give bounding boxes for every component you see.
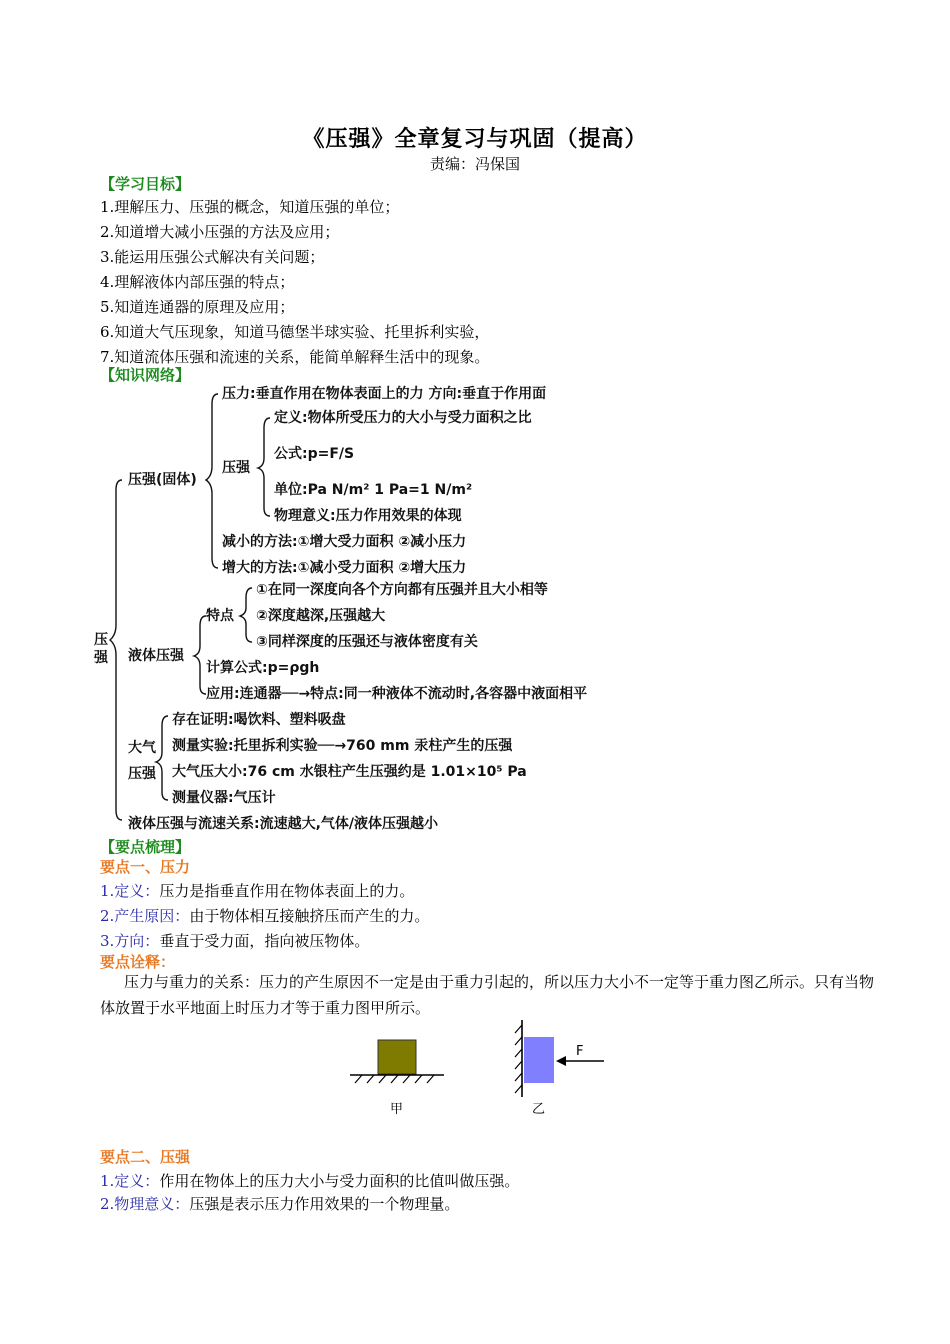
section-header-points: 【要点梳理】 <box>100 838 191 856</box>
section-header-network: 【知识网络】 <box>100 366 191 384</box>
point2-item-text: 作用在物体上的压力大小与受力面积的比值叫做压强。 <box>159 1172 520 1190</box>
brace-root <box>110 480 122 820</box>
page-title: 《压强》全章复习与巩固（提高） <box>302 126 648 152</box>
force-label: F <box>576 1044 584 1059</box>
goal-item: 7.知道流体压强和流速的关系，能简单解释生活中的现象。 <box>100 348 490 366</box>
node-liquid: 液体压强 <box>128 648 184 664</box>
wall-hatch <box>515 1025 522 1093</box>
point1-note-text: 压力与重力的关系：压力的产生原因不一定是由于重力引起的，所以压力大小不一定等于重力图乙所示。只有当物体放置于水平地面上时压力才等于重力图甲所示。 <box>100 973 875 1017</box>
point1-item <box>100 905 429 926</box>
block-on-wall <box>524 1037 554 1083</box>
node-feature-item: ①在同一深度向各个方向都有压强并且大小相等 <box>256 582 548 598</box>
point1-item <box>100 880 414 901</box>
brace-atmosphere <box>156 716 168 800</box>
figure-label-a: 甲 <box>390 1102 404 1117</box>
brace-liquid <box>194 616 206 694</box>
point1-item <box>100 930 369 951</box>
force-arrow-head <box>556 1056 566 1066</box>
point1-item-label: 2.产生原因： <box>100 907 190 925</box>
pressure-figure <box>340 1015 620 1125</box>
goal-item: 4.理解液体内部压强的特点； <box>100 273 295 291</box>
point1-item-label: 1.定义： <box>100 882 160 900</box>
node-atmosphere-label: 压强 <box>128 766 156 782</box>
node-atmosphere-label: 大气 <box>128 740 156 756</box>
point2-item <box>100 1170 519 1191</box>
node-solid: 压强(固体) <box>128 472 197 488</box>
point2-item-label: 1.定义： <box>100 1172 160 1190</box>
point1-note-title: 要点诠释： <box>100 953 176 971</box>
node-units: 单位:Pa N/m² 1 Pa=1 N/m² <box>274 482 473 498</box>
point1-item-text: 垂直于受力面，指向被压物体。 <box>159 932 370 950</box>
node-atmosphere-item: 大气压大小:76 cm 水银柱产生压强约是 1.01×10⁵ Pa <box>172 764 527 780</box>
node-force: 压力:垂直作用在物体表面上的力 方向:垂直于作用面 <box>222 386 547 402</box>
goal-item: 1.理解压力、压强的概念，知道压强的单位； <box>100 198 400 216</box>
goal-item: 5.知道连通器的原理及应用； <box>100 298 295 316</box>
editor-line: 责编：冯保国 <box>429 155 520 173</box>
goal-item: 2.知道增大减小压强的方法及应用； <box>100 223 340 241</box>
network-root-char: 压 <box>94 632 108 648</box>
block-on-ground <box>378 1040 416 1074</box>
point2-item-label: 2.物理意义： <box>100 1195 190 1213</box>
node-formula: 公式:p=F/S <box>274 446 355 462</box>
node-decrease: 减小的方法:①增大受力面积 ②减小压力 <box>222 534 467 550</box>
node-fluid: 液体压强与流速关系:流速越大,气体/液体压强越小 <box>128 816 439 832</box>
point1-title: 要点一、压力 <box>100 858 191 876</box>
point1-item-text: 压力是指垂直作用在物体表面上的力。 <box>159 882 415 900</box>
node-liquid-application: 应用:连通器──→特点:同一种液体不流动时,各容器中液面相平 <box>206 686 588 702</box>
point1-note-paragraph <box>100 969 880 1021</box>
node-feature-item: ③同样深度的压强还与液体密度有关 <box>256 634 478 650</box>
goal-item: 3.能运用压强公式解决有关问题； <box>100 248 325 266</box>
node-meaning: 物理意义:压力作用效果的体现 <box>274 508 462 524</box>
point1-item-text: 由于物体相互接触挤压而产生的力。 <box>189 907 430 925</box>
node-definition: 定义:物体所受压力的大小与受力面积之比 <box>274 410 532 426</box>
brace-solid <box>206 394 218 568</box>
node-features: 特点 <box>206 608 234 624</box>
node-pressure: 压强 <box>222 460 250 476</box>
point2-item <box>100 1193 459 1214</box>
figure-label-b: 乙 <box>532 1102 546 1117</box>
point1-item-label: 3.方向： <box>100 932 160 950</box>
section-header-goals: 【学习目标】 <box>100 175 191 193</box>
point2-item-text: 压强是表示压力作用效果的一个物理量。 <box>189 1195 460 1213</box>
goal-item: 6.知道大气压现象，知道马德堡半球实验、托里拆利实验， <box>100 323 490 341</box>
node-atmosphere-item: 测量实验:托里拆利实验──→760 mm 汞柱产生的压强 <box>172 738 513 754</box>
node-atmosphere-item: 存在证明:喝饮料、塑料吸盘 <box>172 712 346 728</box>
point2-title: 要点二、压强 <box>100 1148 191 1166</box>
ground-hatch <box>355 1075 434 1083</box>
brace-features <box>240 588 252 642</box>
figure-b <box>515 1020 604 1117</box>
node-atmosphere-item: 测量仪器:气压计 <box>172 790 276 806</box>
node-feature-item: ②深度越深,压强越大 <box>256 608 386 624</box>
brace-pressure <box>258 418 270 516</box>
network-root-char: 强 <box>94 650 108 666</box>
node-increase: 增大的方法:①减小受力面积 ②增大压力 <box>222 560 467 576</box>
figure-a <box>350 1040 444 1117</box>
knowledge-network-diagram <box>92 380 692 840</box>
node-liquid-formula: 计算公式:p=ρgh <box>206 660 320 676</box>
